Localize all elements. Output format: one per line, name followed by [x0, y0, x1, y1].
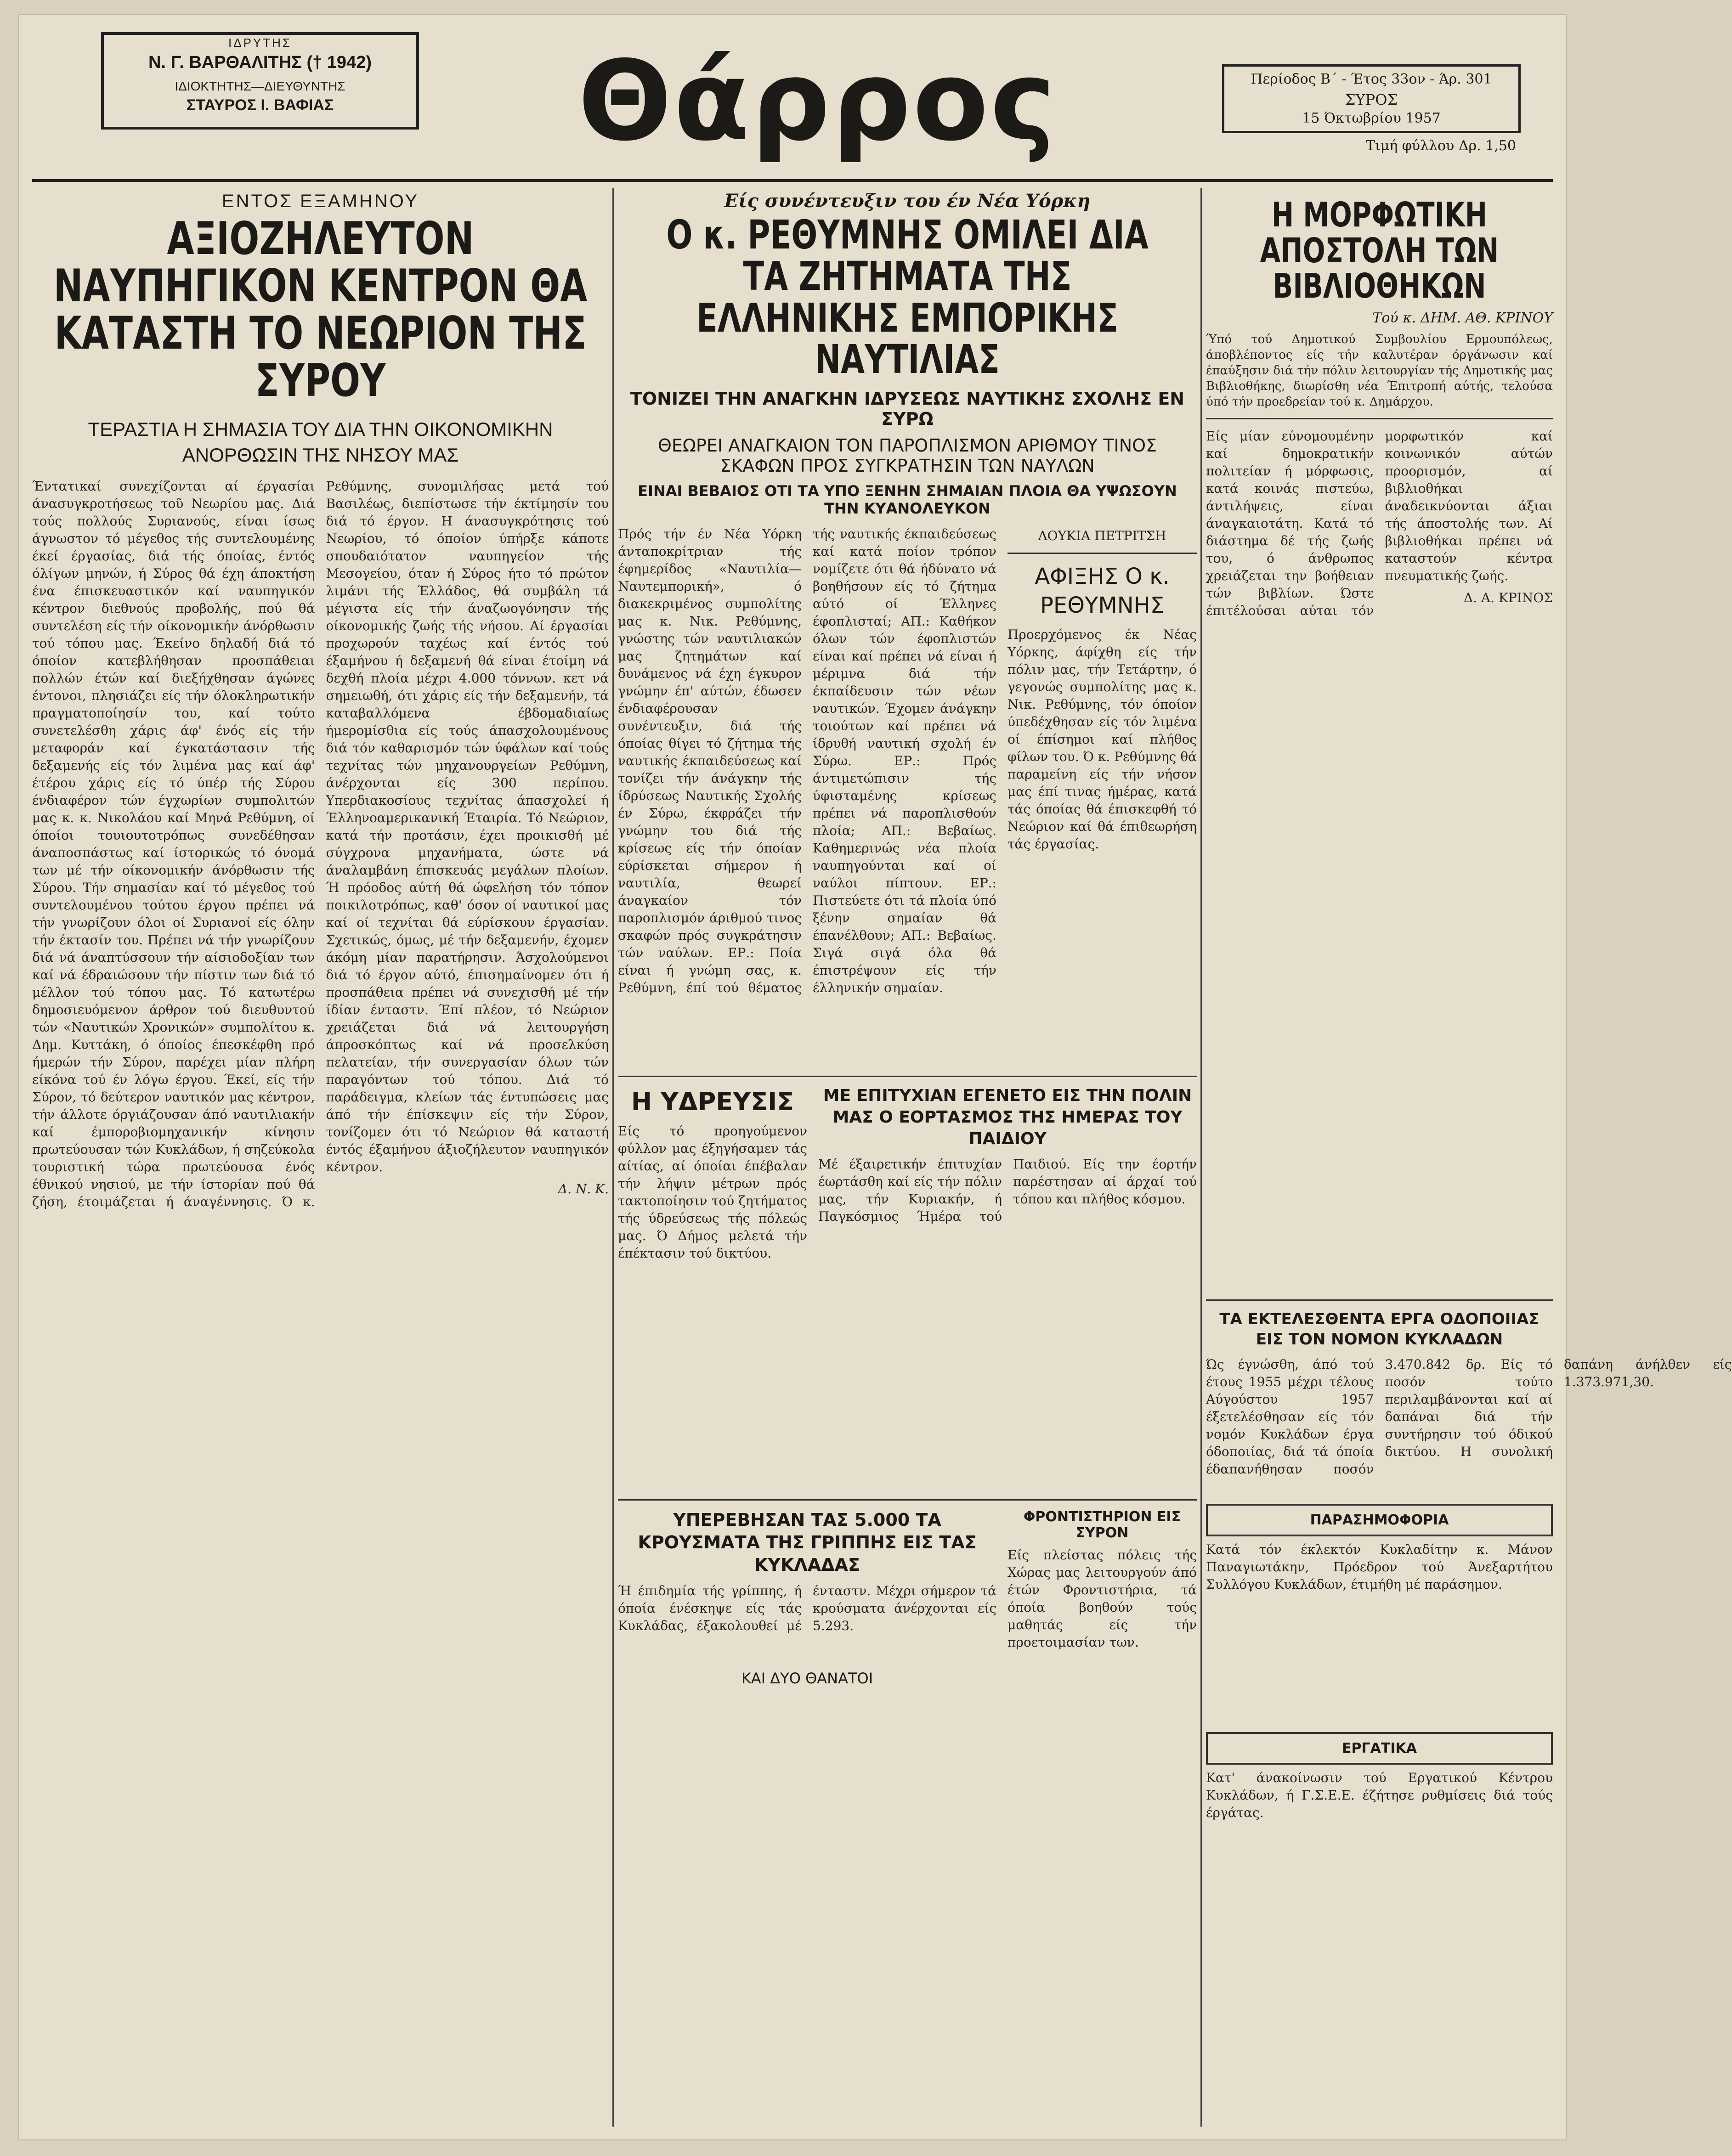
column-separator	[1200, 188, 1202, 2127]
works-body-text: Ώς έγνώσθη, άπό τού έτους 1955 μέχρι τέλους Αύγούστου 1957 έξετελέσθησαν είς τόν νομόν Κυκλάδων έργα όδοποιίας, διά τά όποία έδαπανήθησαν ποσόν 3.470.842 δρ. Είς τό ποσόν τούτο περιλαμβάνονται καί αί δαπάναι διά τήν συντήρησιν τού όδικού δικτύου.	[1206, 1357, 1553, 1477]
center-kicker: Είς συνέντευξιν του έν Νέα Υόρκη	[724, 190, 1091, 212]
para-headline: ΠΑΡΑΣΗΜΟΦΟΡΙΑ	[1310, 1512, 1449, 1529]
founder-name: Ν. Γ. ΒΑΡΘΑΛΙΤΗΣ († 1942)	[148, 53, 372, 72]
issue-place: ΣΥΡΟΣ	[1345, 91, 1398, 108]
center-signature: ΛΟΥΚΙΑ ΠΕΤΡΙΤΣΗ	[1038, 528, 1166, 544]
right-byline: Τού κ. ΔΗΜ. ΑΘ. ΚΡΙΝΟΥ	[1372, 310, 1553, 327]
founder-box	[101, 32, 419, 130]
owner-name: ΣΤΑΥΡΟΣ Ι. ΒΑΦΙΑΣ	[186, 96, 334, 114]
left-article	[32, 188, 609, 2127]
labor-body: Κατ' άνακοίνωσιν τού Εργατικού Κέντρου Κυκλάδων, ή Γ.Σ.Ε.Ε. έζήτησε ρυθμίσεις διά τούς έργάτας.	[1206, 1770, 1553, 1821]
masthead-rule	[32, 179, 1553, 182]
issue-price: Τιμή φύλλου Δρ. 1,50	[1365, 138, 1516, 154]
water-headline: Η ΥΔΡΕΥΣΙΣ	[631, 1087, 794, 1117]
child-section	[818, 1085, 1197, 1490]
center-sub3: ΕΙΝΑΙ ΒΕΒΑΙΟΣ ΟΤΙ ΤΑ ΥΠΟ ΞΕΝΗΝ ΣΗΜΑΙΑΝ ΠΛΟΙΑ ΘΑ ΥΨΩΣΟΥΝ ΤΗΝ ΚΥΑΝΟΛΕΥΚΟΝ	[638, 482, 1177, 518]
tutor-body: Είς πλείστας πόλεις τής Χώρας μας λειτουργούν άπό έτών Φροντιστήρια, τά όποία βοηθούν τούς μαθητάς είς τήν προετοιμασίαν των.	[1008, 1547, 1197, 1650]
right-article	[1206, 188, 1732, 2127]
left-subhead: ΤΕΡΑΣΤΙΑ Η ΣΗΜΑΣΙΑ ΤΟΥ ΔΙΑ ΤΗΝ ΟΙΚΟΝΟΜΙΚΗΝ ΑΝΟΡΘΩΣΙΝ ΤΗΣ ΝΗΣΟΥ ΜΑΣ	[88, 418, 553, 466]
works-total: Η συνολική δαπάνη άνήλθεν είς 1.373.971,30.	[1460, 1357, 1732, 1460]
right-signature: Δ. Α. ΚΡΙΝΟΣ	[1463, 590, 1553, 606]
flu-deaths: ΚΑΙ ΔΥΟ ΘΑΝΑΤΟΙ	[741, 1669, 873, 1687]
issue-box	[1222, 64, 1521, 161]
tutor-headline: ΦΡΟΝΤΙΣΤΗΡΙΟΝ ΕΙΣ ΣΥΡΟΝ	[1023, 1508, 1181, 1541]
flu-headline: ΥΠΕΡΕΒΗΣΑΝ ΤΑΣ 5.000 ΤΑ ΚΡΟΥΣΜΑΤΑ ΤΗΣ ΓΡΙΠΠΗΣ ΕΙΣ ΤΑΣ ΚΥΚΛΑΔΑΣ	[638, 1509, 977, 1575]
labor-headline-box	[1206, 1732, 1553, 1765]
left-body-text-2: κετ νά σημειωθή, ότι χάρις είς τήν δεξαμενήν, τά καταβαλλόμενα έβδομαδιαίως ήμερομίσθια είς τούς άπασχολουμένους διά τόν καθαρισμόν τών ύφάλων καί τούς τεχνίτας τών μηχανουργείων Ρεθύμνη, άνέρχονται είς 300 περίπου. Υπερδιακοσίους τεχνίτας άπασχολεί ή Έλληνοαμερικανική Έταιρία. Τό Νεώριον, κατά τήν προτάσιν, έχει προικισθή μέ σύγχρονα μηχανήματα, ώστε νά άναλαμβάνη έπισκευάς μεγάλων πλοίων. Ή πρόοδος αύτή θά ώφελήση τόν τόπον ποικιλοτρόπως, καθ' όσον οί ναυτικοί μας καί οί τεχνίται θά εύρίσκουν έργασίαν. Σχετικώς, όμως, μέ τήν δεξαμενήν, έχομεν άκόμη μίαν παρατήρησιν. Άσχολούμενοι διά τό έργον αύτό, έπισημαίνομεν ότι ή προσπάθεια πρέπει νά συνεχισθή μέ τήν ίδίαν ένταστν. Έπί πλέον, τό Νεώριον χρειάζεται διά νά λειτουργήση άπροσκόπτως καί νά προσελκύση πελατείαν, τήν συνεργασίαν όλων τών παραγόντων τού τόπου. Διά τό παράδειγμα, κλείων τάς έντυπώσεις μας άπό τήν έπίσκεψιν είς τήν Σύρον, τονίζομεν ότι τό Νεώριον θά καταστή έντός έξαμήνου άξιοζήλευτον ναυπηγικόν κέντρον.	[326, 670, 609, 1174]
left-headline: ΑΞΙΟΖΗΛΕΥΤΟΝ ΝΑΥΠΗΓΙΚΟΝ ΚΕΝΤΡΟΝ ΘΑ ΚΑΤΑΣΤΗ ΤΟ ΝΕΩΡΙΟΝ ΤΗΣ ΣΥΡΟΥ	[53, 213, 588, 407]
tutor-section	[1008, 1509, 1197, 1730]
founder-label: ΙΔΡΥΤΗΣ	[228, 36, 292, 50]
center-sub2: ΘΕΩΡΕΙ ΑΝΑΓΚΑΙΟΝ ΤΟΝ ΠΑΡΟΠΛΙΣΜΟΝ ΑΡΙΘΜΟΥ ΤΙΝΟΣ ΣΚΑΦΩΝ ΠΡΟΣ ΣΥΓΚΡΑΤΗΣΙΝ ΤΩΝ ΝΑΥΛΩΝ	[657, 435, 1157, 476]
arrival-headline: ΑΦΙΞΗΣ Ο κ. ΡΕΘΥΜΝΗΣ	[1035, 564, 1170, 618]
owner-label: ΙΔΙΟΚΤΗΤΗΣ—ΔΙΕΥΘΥΝΤΗΣ	[175, 79, 345, 93]
para-headline-box	[1206, 1504, 1553, 1536]
child-body: Μέ έξαιρετικήν έπιτυχίαν έωρτάσθη καί είς τήν πόλιν μας, τήν Κυριακήν, ή Παγκόσμιος Ήμέρα τού Παιδιού. Είς την έορτήν παρέστησαν αί άρχαί τού τόπου και πλήθος κόσμου.	[818, 1156, 1197, 1224]
child-headline: ΜΕ ΕΠΙΤΥΧΙΑΝ ΕΓΕΝΕΤΟ ΕΙΣ ΤΗΝ ΠΟΛΙΝ ΜΑΣ Ο ΕΟΡΤΑΣΜΟΣ ΤΗΣ ΗΜΕΡΑΣ ΤΟΥ ΠΑΙΔΙΟΥ	[823, 1086, 1192, 1148]
works-body	[1206, 1356, 1732, 1494]
left-body-text: Έντατικαί συνεχίζονται αί έργασίαι άνασυγκροτήσεως τοῦ Νεωρίου μας. Διά τούς πολλούς Συριανούς, είναι ίσως άγνωστον τό μέγεθος τής συντελουμένης έκεί έργασίας, διά τής όποίας, έντός όλίγων μηνών, ή Σύρος θά έχη άποκτήση ένα έπισκευαστικόν καί ναυπηγικόν κέντρον διεθνούς προβολής, πού θά συντελέση είς τήν οίκονομικήν άνόρθωσιν τού τόπου μας. Έκείνο δηλαδή διά τό όποίον κατεβλήθησαν προσπάθειαι πολλών έτών καί διεξήχθησαν άγώνες έντονοι, πλησιάζει είς τήν όλοκληρωτικήν πραγματοποίησίν του, καί τούτο συνετελέσθη χάρις άφ' ένός είς τήν μεταφοράν καί έγκατάστασιν τής δεξαμενής είς τόν λιμένα μας καί άφ' έτέρου χάρις είς τό ύπέρ τής Σύρου ένδιαφέρον τών έγχωρίων συμπολιτών μας κ. κ. Νικολάου καί Μηνά Ρεθύμνη, οί όποίοι τουιουτοτρόπως συνεδέθησαν άναποσπάστως καί ίστορικώς τό όνομά των μέ τήν οίκονομικήν άνόρθωσιν τής Σύρου. Τήν σημασίαν καί τό μέγεθος τού συντελουμένου τούτου έργου πρέπει νά τήν γνωρίζουν όλοι οί Συριανοί είς όλην τήν έκτασίν του. Πρέπει νά τήν γνωρίζουν διά νά άναπτύσσουν τήν αίσιοδοξίαν των καί νά έδραιώσουν τήν πίστιν των διά τό μέλλον τού τόπου μας. Τό κατωτέρω δημοσιευόμενον άρθρον τού διευθυντού τών «Ναυτικών Χρονικών» συμπολίτου κ. Δημ. Κυττάκη, ό όποίος έπεσκέφθη πρό ήμερών τήν Σύρον, παρέχει μίαν πλήρη είκόνα τού έν λόγω έργου. Έκεί, είς τήν Σύρον, τό δεύτερον ναυτικόν μας κέντρον, τήν άλλοτε όργιάζουσαν άπό ναυτιλιακήν καί έμποροβιομηχανικήν κίνησιν πρωτεύουσαν τών Κυκλάδων, ή σηζεύκολα τουριστική τώρα πρωτεύουσα ένός έθνικού νησιού, με τήν ίστορίαν πού θά ζήση, έτοιμάζεται ή άναγέννησις. Ό κ. Ρεθύμνης, συνομιλήσας μετά τού Βασιλέως, διεπίστωσε τήν έκτίμησίν του διά τό έργον. Η άνασυγκρότησις τού Νεωρίου, τό όποίον ύπήρξε κάποτε σπουδαιότατον ναυπηγείον τής Μεσογείου, όταν ή Σύρος ήτο τό πρώτον λιμάνι τής Έλλάδος, θά συμβάλη τά μέγιστα είς τήν άναζωογόνησιν τής οίκονομικής ζωής τής νήσου. Αί έργασίαι προχωρούν ταχέως καί έντός τού έξαμήνου ή δεξαμενή θά είναι έτοίμη νά δεχθή πλοία μέχρι 4.000 τόννων.	[32, 478, 609, 1209]
newspaper-title: Θάρρος	[578, 37, 1058, 165]
center-interview	[618, 525, 996, 1067]
center-sub1: ΤΟΝΙΖΕΙ ΤΗΝ ΑΝΑΓΚΗΝ ΙΔΡΥΣΕΩΣ ΝΑΥΤΙΚΗΣ ΣΧΟΛΗΣ ΕΝ ΣΥΡΩ	[630, 389, 1185, 429]
column-separator	[612, 188, 614, 2127]
flu-body: Ή έπιδημία τής γρίππης, ή όποία ένέσκηψε είς τάς Κυκλάδας, έξακολουθεί μέ ένταστν. Μέχρι σήμερον τά κρούσματα άνέρχονται είς 5.293.	[618, 1583, 996, 1633]
center-headline: Ο κ. ΡΕΘΥΜΝΗΣ ΟΜΙΛΕΙ ΔΙΑ ΤΑ ΖΗΤΗΜΑΤΑ ΤΗΣ ΕΛΛΗΝΙΚΗΣ ΕΜΠΟΡΙΚΗΣ ΝΑΥΤΙΛΙΑΣ	[666, 212, 1149, 383]
arrival-body: Προερχόμενος έκ Νέας Υόρκης, άφίχθη είς τήν πόλιν μας, τήν Τετάρτην, ό γεγονώς συμπολίτης μας κ. Νικ. Ρεθύμνης, τόν όποίον ύπεδέχθησαν είς τόν λιμένα οί έπίσημοι καί πλήθος φίλων του. Ό κ. Ρεθύμνης θά παραμείνη είς τήν νήσον μας έπί τινας ήμέρας, κατά τάς όποίας θά έπισκεφθή τό Νεώριον καί θά έπιθεωρήση τάς έργασίας.	[1008, 626, 1197, 852]
newspaper-page	[18, 14, 1732, 2140]
para-body: Κατά τόν έκλεκτόν Κυκλαδίτην κ. Μάνον Παναγιωτάκην, Πρόεδρον τού Άνεξαρτήτου Συλλόγου Κυκλάδων, έτιμήθη μέ παράσημον.	[1206, 1542, 1553, 1592]
right-body-text: Είς μίαν εύνομουμένην καί δημοκρατικήν πολιτείαν ή μόρφωσις, κατά κοινάς πιστεύω, άντιλήψεις, είναι άναγκαιοτάτη. Κατά τό διάστημα δέ τής ζωής του, ό άνθρωπος χρειάζεται την βοήθειαν τών βιβλίων. Ώστε έπιτέλούσαι αύται τόν μορφωτικόν καί κοινωνικόν αύτών προορισμόν, αί βιβλιοθήκαι άναδεικνύονται άξιαι τής άποστολής των. Αί βιβλιοθήκαι πρέπει νά καταστούν κέντρα πνευματικής ζωής.	[1206, 429, 1553, 619]
para-section	[1206, 1499, 1553, 1822]
center-body: Πρός τήν έν Νέα Υόρκη άνταποκρίτριαν τής έφημερίδος «Ναυτιλία—Ναυτεμπορική», ό διακεκριμένος συμπολίτης μας κ. Νικ. Ρεθύμνης, γνώστης τών ναυτιλιακών μας ζητημάτων καί δυνάμενος νά έχη έγκυρον γνώμην έπ' αύτών, έδωσεν ένδιαφέρουσαν συνέντευξιν, διά τής όποίας θίγει τό ζήτημα τής ναυτικής έκπαιδεύσεως καί τονίζει τήν άνάγκην τής ίδρύσεως Ναυτικής Σχολής έν Σύρω, έκφράζει τήν γνώμην του διά τής κρίσεως είς τήν όποίαν εύρίσκεται σήμερον ή ναυτιλία, θεωρεί άναγκαίον τόν παροπλισμόν άριθμού τινος σκαφών πρός συγκράτησιν τών ναύλων. ΕΡ.: Ποία είναι ή γνώμη σας, κ. Ρεθύμνη, έπί τού θέματος τής ναυτικής έκπαιδεύσεως καί κατά ποίον τρόπον νομίζετε ότι θά ήδύνατο νά βοηθήσουν είς τό ζήτημα αύτό οί Έλληνες έφοπλισταί; ΑΠ.: Καθήκον όλων τών έφοπλιστών είναι καί πρέπει νά είναι ή μέριμνα διά τήν έκπαίδευσιν τών νέων ναυτικών. Έχομεν άνάγκην τοιούτων καί πρέπει νά ίδρυθή ναυτική σχολή έν Σύρω. ΕΡ.: Πρός άντιμετώπισιν τής ύφισταμένης κρίσεως πρέπει νά παροπλισθούν πλοία; ΑΠ.: Βεβαίως. Καθημερινώς νέα πλοία ναυπηγούνται καί οί ναύλοι πίπτουν. ΕΡ.: Πιστεύετε ότι τά πλοία ύπό ξένην σημαίαν θά έπανέλθουν; ΑΠ.: Βεβαίως. Σιγά σιγά όλα θά έπιστρέψουν είς τήν έλληνικήν σημαίαν.	[618, 526, 996, 996]
right-headline: Η ΜΟΡΦΩΤΙΚΗ ΑΠΟΣΤΟΛΗ ΤΩΝ ΒΙΒΛΙΟΘΗΚΩΝ	[1260, 195, 1499, 306]
issue-date: 15 Όκτωβρίου 1957	[1302, 110, 1441, 126]
center-right-sub	[1008, 525, 1197, 1067]
center-article	[618, 188, 1197, 2127]
water-body: Είς τό προηγούμενον φύλλον μας έξηγήσαμεν τάς αίτίας, αί όποίαι έπέβαλαν τήν λήψιν μέτρων πρός τακτοποίησιν τού ζητήματος τής ύδρεύσεως τής πόλεώς μας. Ό Δήμος μελετά τήν έπέκτασιν τού δικτύου.	[618, 1123, 807, 1261]
left-kicker: ΕΝΤΟΣ ΕΞΑΜΗΝΟΥ	[221, 191, 419, 211]
right-intro: Ύπό τού Δημοτικού Συμβουλίου Ερμουπόλεως, άποβλέποντος είς τήν καλυτέραν όργάνωσιν καί έπαύξησιν διά τήν πόλιν λειτουργίαν τής Δημοτικής μας Βιβλιοθήκης, διωρίσθη νέα Έπιτροπή αύτής, τελούσα ύπό τήν προεδρείαν τού κ. Δημάρχου.	[1206, 333, 1553, 409]
left-body	[32, 478, 609, 2071]
water-section	[618, 1085, 807, 1490]
flu-section	[618, 1509, 996, 1730]
labor-headline: ΕΡΓΑΤΙΚΑ	[1342, 1740, 1417, 1757]
left-signature: Δ. Ν. Κ.	[558, 1181, 609, 1197]
works-headline: ΤΑ ΕΚΤΕΛΕΣΘΕΝΤΑ ΕΡΓΑ ΟΔΟΠΟΙΙΑΣ ΕΙΣ ΤΟΝ ΝΟΜΟΝ ΚΥΚΛΑΔΩΝ	[1219, 1310, 1540, 1349]
right-body	[1206, 428, 1553, 1291]
issue-period: Περίοδος Β΄ - Έτος 33ον - Άρ. 301	[1251, 71, 1492, 87]
masthead	[18, 14, 1567, 179]
